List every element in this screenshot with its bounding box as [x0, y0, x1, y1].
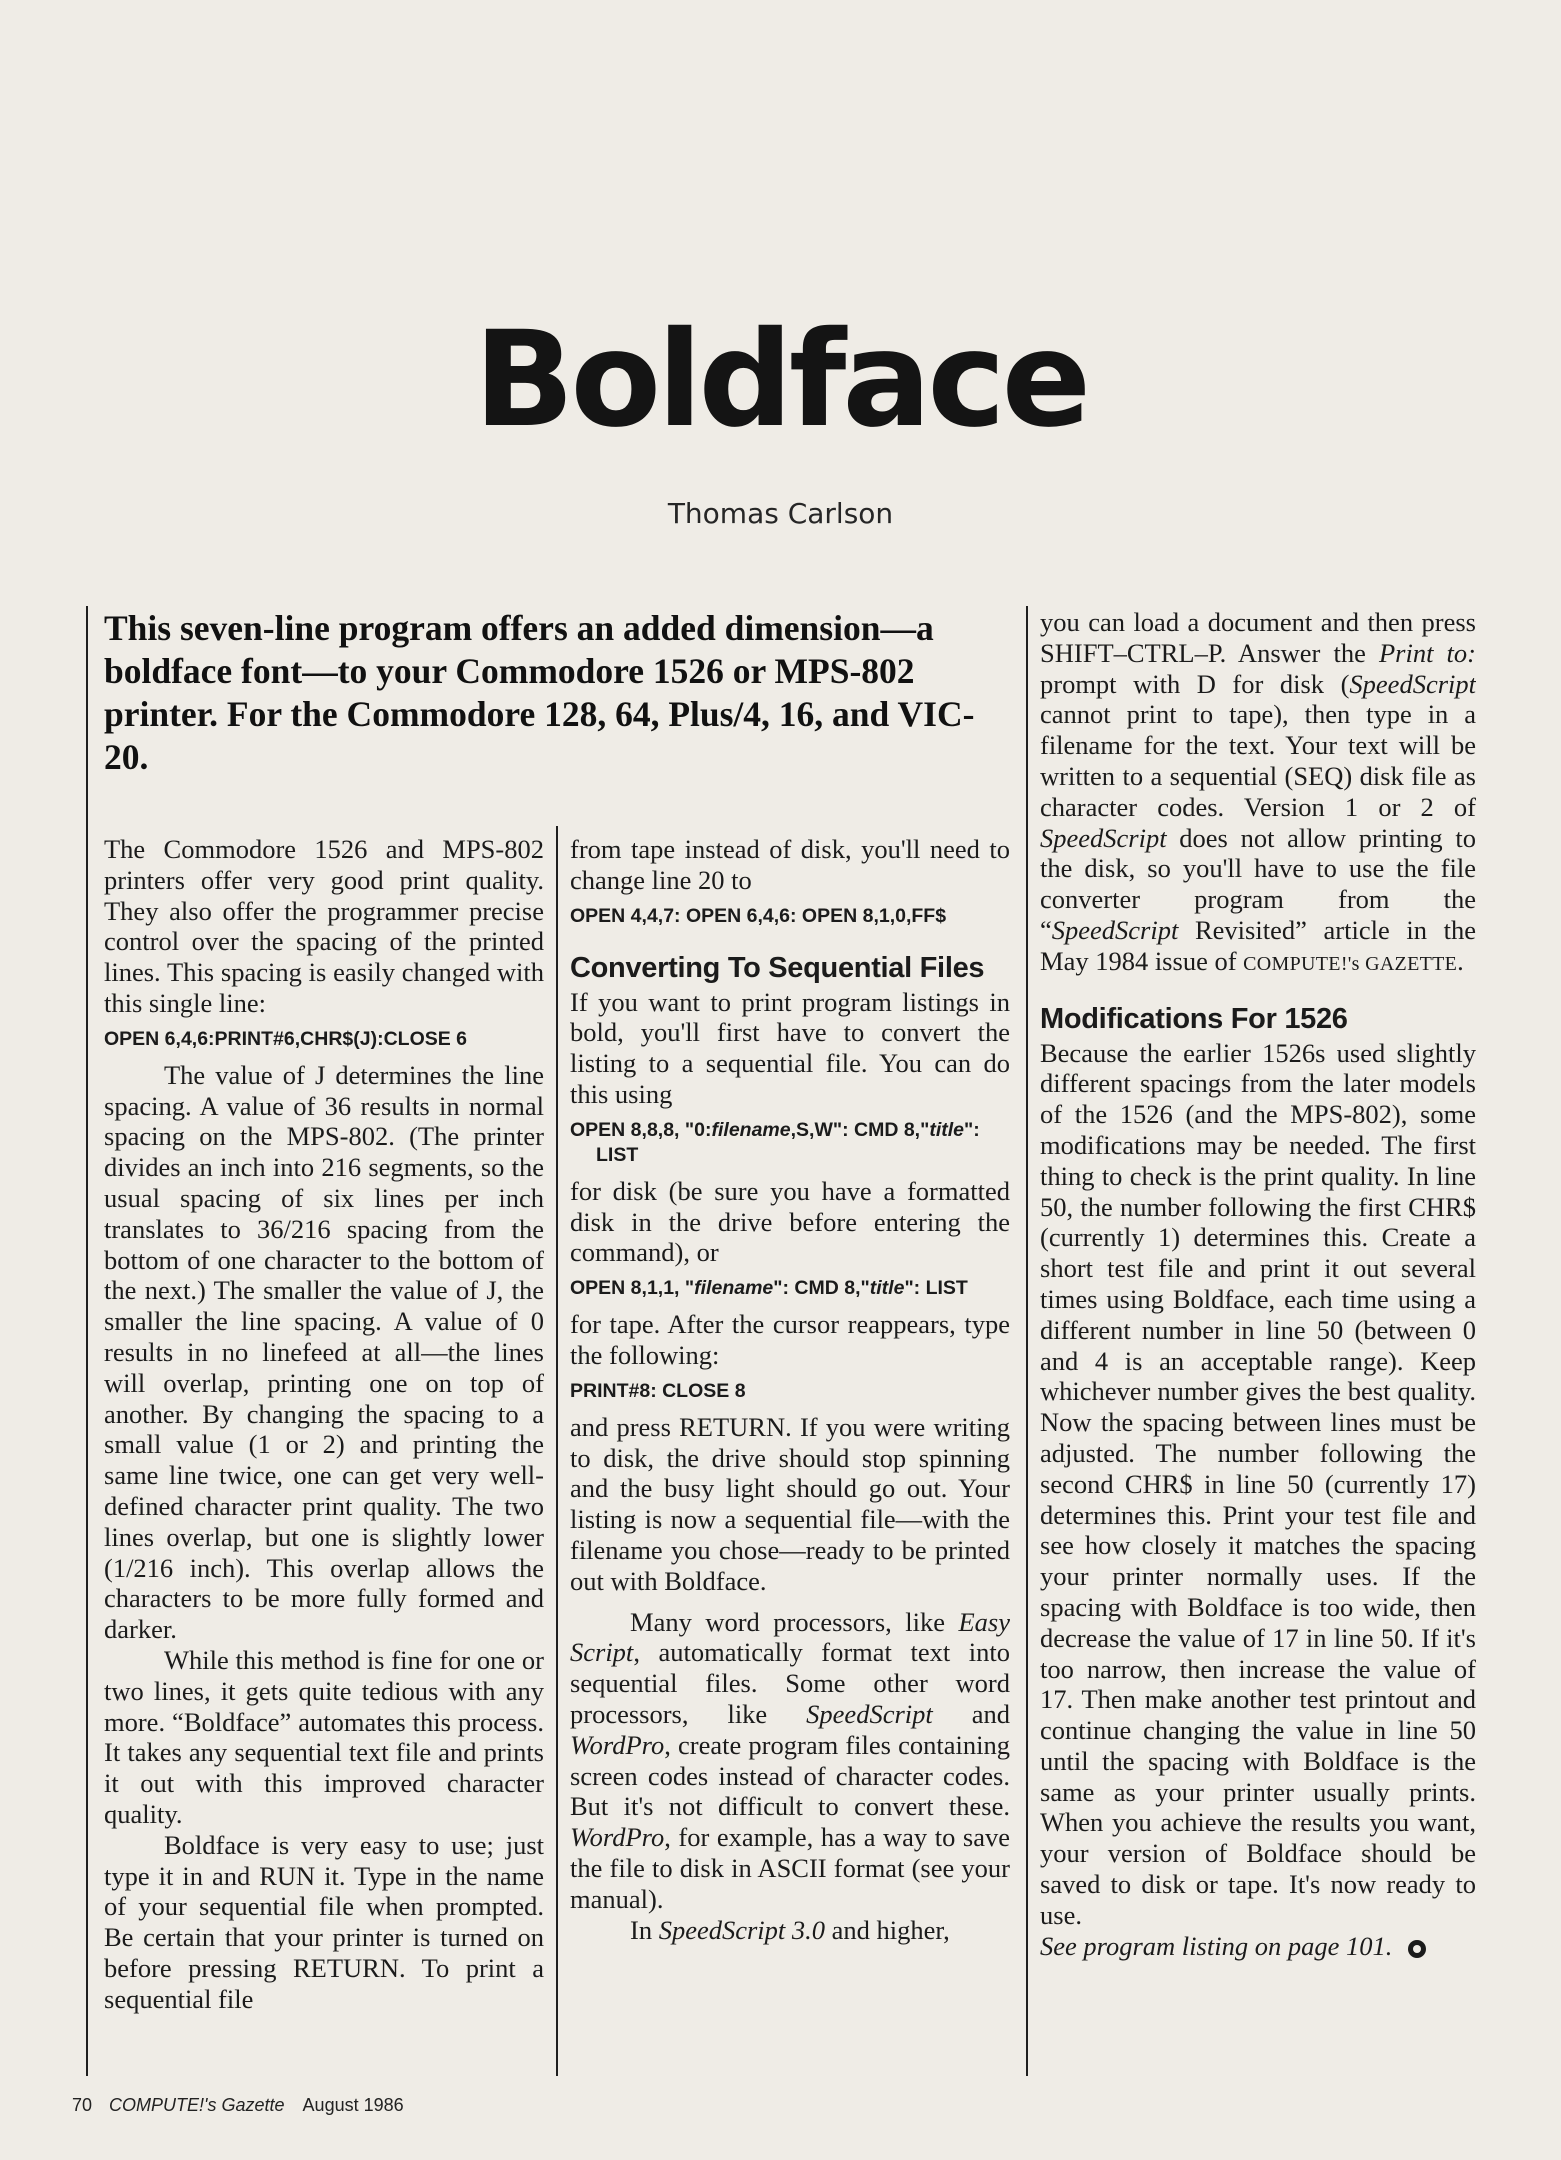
page-number: 70: [72, 2095, 93, 2115]
author-byline: Thomas Carlson: [667, 497, 894, 530]
col2-paragraph-7: In SpeedScript 3.0 and higher,: [630, 1914, 950, 1945]
code-line-1: OPEN 6,4,6:PRINT#6,CHR$(J):CLOSE 6: [104, 1027, 468, 1050]
column-1: [104, 607, 1014, 847]
col1-paragraph-2: The value of J determines the line spacing. A value of 36 results in normal spacing on the MPS-802. (The printer divides an inch into 216 segments, so the usual spacing of six lines per inch translates to 36/216 spacing from the bottom of one character to the bottom of the next.) The smaller the value of J, the smaller the line spacing. A value of 0 results in no linefeed at all—the lines will overlap, printing one on top of another. By changing the spacing to a small value (1 or 2) and printing the same line twice, one can get very well-defined character print quality. The two lines overlap, but one is slightly lower (1/216 inch). This overlap allows the characters to be more fully formed and darker.: [104, 1059, 544, 1645]
article-title: Boldface: [473, 303, 1088, 457]
section-heading-modifications: Modifications For 1526: [1040, 1002, 1348, 1035]
col2-paragraph-2: If you want to print program listings in bold, you'll first have to convert the listing to a sequential file. You can do this using: [570, 986, 1010, 1109]
col2-paragraph-6: Many word processors, like Easy Script, automatically format text into sequential files. Some other word processors, like SpeedScript and WordPro, create program files containing screen codes instead of character codes. But it's not difficult to convert these. WordPro, for example, has a way to save the file to disk in ASCII format (see your manual).: [570, 1606, 1010, 1914]
col2-paragraph-3: for disk (be sure you have a formatted disk in the drive before entering the command), or: [570, 1175, 1010, 1268]
code-line-4: OPEN 8,1,1, "filename": CMD 8,"title": LIST: [570, 1277, 968, 1300]
code-line-5: PRINT#8: CLOSE 8: [570, 1379, 746, 1402]
column-rule-left: [86, 606, 88, 2076]
code-line-3: OPEN 8,8,8, "0:filename,S,W": CMD 8,"title": LIST: [570, 1118, 980, 1166]
col2-paragraph-5: and press RETURN. If you were writing to disk, the drive should stop spinning and the busy light should go out. Your listing is now a sequential file—with the filename you chose—ready to be printed out with Boldface.: [570, 1411, 1010, 1596]
column-2-body: [570, 834, 1010, 2078]
column-rule-right: [1026, 606, 1028, 2076]
column-rule-mid: [556, 826, 558, 2076]
magazine-name: COMPUTE!'s Gazette: [109, 2095, 285, 2115]
lead-paragraph: This seven-line program offers an added dimension—a boldface font—to your Commodore 1526 or MPS-802 printer. For the Commodore 128, 64, Plus/4, 16, and VIC-20.: [104, 608, 975, 777]
program-listing-reference: See program listing on page 101.: [1040, 1930, 1393, 1961]
end-of-article-mark: [1408, 1940, 1426, 1958]
col3-paragraph-1: you can load a document and then press SHIFT–CTRL–P. Answer the Print to: prompt with D for disk (SpeedScript cannot print to tape), then type in a filename for the text. Your text will be written to a sequential (SEQ) disk file as character codes. Version 1 or 2 of SpeedScript does not allow printing to the disk, so you'll have to use the file converter program from the “SpeedScript Revisited” article in the May 1984 issue of COMPUTE!'s GAZETTE.: [1040, 607, 1476, 976]
column-3-body: [1040, 607, 1476, 2078]
col2-paragraph-4: for tape. After the cursor reappears, type the following:: [570, 1309, 1010, 1370]
section-heading-converting: Converting To Sequential Files: [570, 951, 985, 984]
col3-paragraph-2: Because the earlier 1526s used slightly different spacings from the later models of the 1526 (and the MPS-802), some modifications may be needed. The first thing to check is the print quality. In line 50, the number following the first CHR$ (currently 1) determines this. Create a short test file and print it out several times using Boldface, each time using a different number in line 50 (between 0 and 4 is an acceptable range). Keep whichever number gives the best quality. Now the spacing between lines must be adjusted. The number following the second CHR$ in line 50 (currently 17) determines this. Print your test file and see how closely it matches the spacing your printer normally uses. If the spacing with Boldface is too wide, then decrease the value of 17 in line 50. If it's too narrow, then increase the value of 17. Then make another test printout and continue changing the value in line 50 until the spacing with Boldface is the same as your printer usually prints. When you achieve the results you want, your version of Boldface should be saved to disk or tape. It's now ready to use.: [1040, 1037, 1476, 1930]
issue-date: August 1986: [302, 2095, 404, 2115]
col1-paragraph-3: While this method is fine for one or two lines, it gets quite tedious with any more. “Boldface” automates this process. It takes any sequential text file and prints it out with this improved character quality.: [104, 1644, 544, 1829]
code-line-2: OPEN 4,4,7: OPEN 6,4,6: OPEN 8,1,0,FF$: [570, 904, 947, 927]
column-1-body: [104, 834, 544, 2078]
col2-paragraph-1: from tape instead of disk, you'll need to change line 20 to: [570, 834, 1010, 895]
page-footer: [72, 2095, 404, 2116]
col3-paragraph-3: [1040, 1931, 1476, 1962]
col1-paragraph-1: The Commodore 1526 and MPS-802 printers offer very good print quality. They also offer the programmer precise control over the spacing of the printed lines. This spacing is easily changed with this single line:: [104, 834, 544, 1018]
col1-paragraph-4: Boldface is very easy to use; just type it in and RUN it. Type in the name of your sequential file when prompted. Be certain that your printer is turned on before pressing RETURN. To print a sequential file: [104, 1829, 544, 2014]
